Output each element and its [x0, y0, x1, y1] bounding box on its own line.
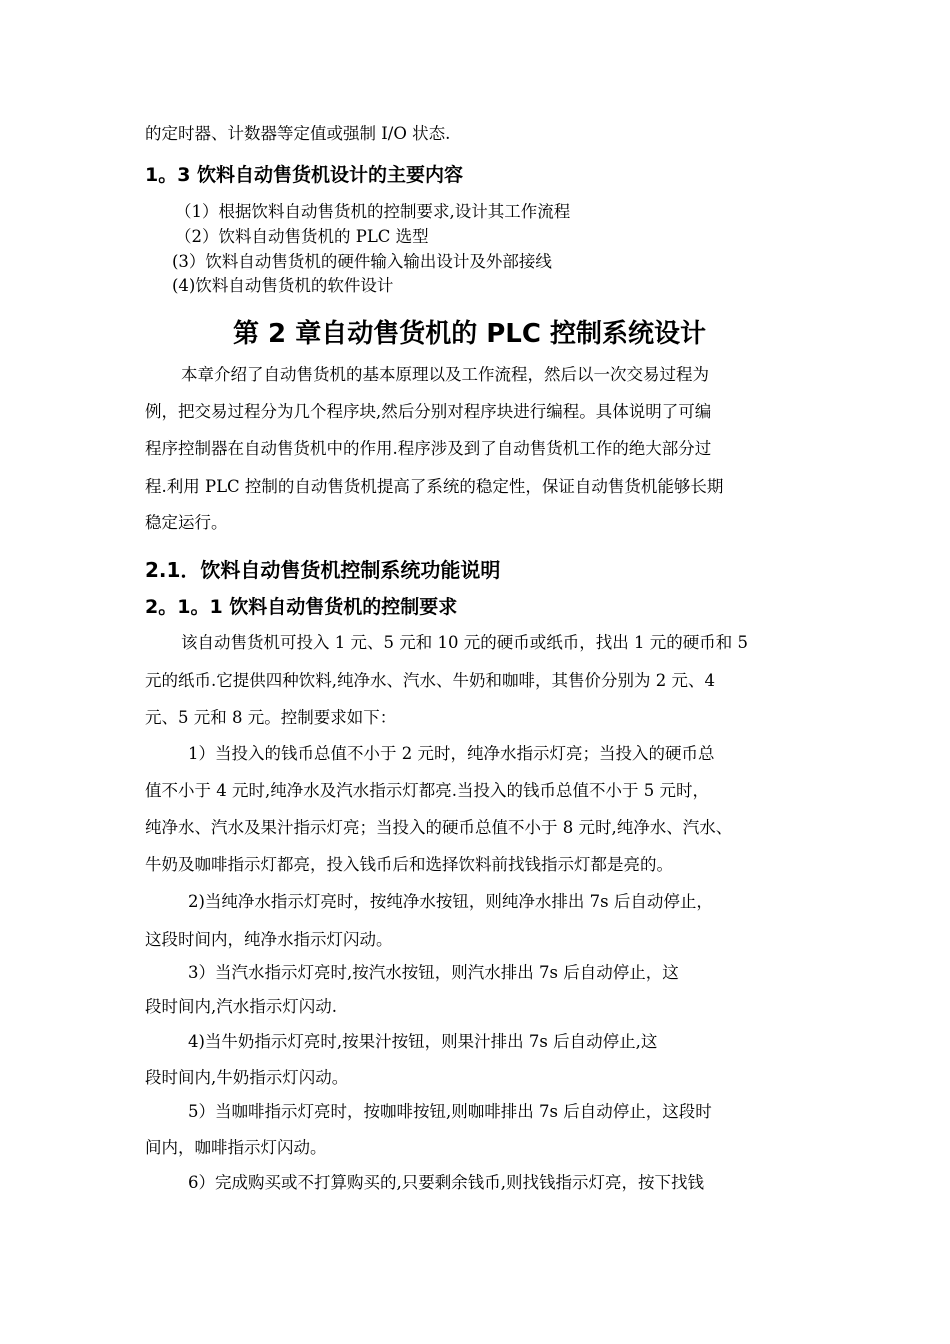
section-2-1-heading: 2.1．饮料自动售货机控制系统功能说明: [145, 558, 501, 582]
chapter-intro-line: 例，把交易过程分为几个程序块,然后分别对程序块进行编程。具体说明了可编: [145, 402, 712, 421]
requirement-1-line: 1）当投入的钱币总值不小于 2 元时，纯净水指示灯亮；当投入的硬币总: [188, 744, 715, 763]
requirement-2-line: 2)当纯净水指示灯亮时，按纯净水按钮，则纯净水排出 7s 后自动停止，: [188, 892, 713, 911]
requirements-intro-line: 该自动售货机可投入 1 元、5 元和 10 元的硬币或纸币，找出 1 元的硬币和 5: [181, 633, 748, 652]
list-item: （1）根据饮料自动售货机的控制要求,设计其工作流程: [175, 202, 571, 221]
requirement-1-line: 牛奶及咖啡指示灯都亮，投入钱币后和选择饮料前找钱指示灯都是亮的。: [145, 855, 673, 874]
list-item: （2）饮料自动售货机的 PLC 选型: [175, 227, 429, 246]
section-2-1-1-heading: 2。1。1 饮料自动售货机的控制要求: [145, 596, 458, 618]
requirement-3-line: 段时间内,汽水指示灯闪动.: [145, 997, 337, 1016]
chapter-intro-line: 稳定运行。: [145, 513, 228, 532]
requirements-intro-line: 元的纸币.它提供四种饮料,纯净水、汽水、牛奶和咖啡，其售价分别为 2 元、4: [145, 671, 715, 690]
requirement-4-line: 4)当牛奶指示灯亮时,按果汁按钮，则果汁排出 7s 后自动停止,这: [188, 1032, 658, 1051]
requirement-6-line: 6）完成购买或不打算购买的,只要剩余钱币,则找钱指示灯亮，按下找钱: [188, 1173, 704, 1192]
chapter-intro-line: 程.利用 PLC 控制的自动售货机提高了系统的稳定性，保证自动售货机能够长期: [145, 477, 724, 496]
chapter-intro-line: 程序控制器在自动售货机中的作用.程序涉及到了自动售货机工作的绝大部分过: [145, 439, 712, 458]
list-item: (3）饮料自动售货机的硬件输入输出设计及外部接线: [172, 252, 552, 271]
chapter-2-title: 第 2 章自动售货机的 PLC 控制系统设计: [233, 319, 707, 349]
requirement-1-line: 值不小于 4 元时,纯净水及汽水指示灯都亮.当投入的钱币总值不小于 5 元时，: [145, 781, 709, 800]
requirement-2-line: 这段时间内，纯净水指示灯闪动。: [145, 930, 393, 949]
requirement-3-line: 3）当汽水指示灯亮时,按汽水按钮，则汽水排出 7s 后自动停止，这: [188, 963, 679, 982]
section-1-3-heading: 1。3 饮料自动售货机设计的主要内容: [145, 164, 464, 186]
list-item: (4)饮料自动售货机的软件设计: [172, 276, 394, 295]
requirement-5-line: 5）当咖啡指示灯亮时，按咖啡按钮,则咖啡排出 7s 后自动停止，这段时: [188, 1102, 712, 1121]
requirement-1-line: 纯净水、汽水及果汁指示灯亮；当投入的硬币总值不小于 8 元时,纯净水、汽水、: [145, 818, 733, 837]
requirements-intro-line: 元、5 元和 8 元。控制要求如下：: [145, 708, 397, 727]
requirement-4-line: 段时间内,牛奶指示灯闪动。: [145, 1068, 349, 1087]
top-fragment-text: 的定时器、计数器等定值或强制 I/O 状态.: [145, 124, 451, 143]
chapter-intro-line: 本章介绍了自动售货机的基本原理以及工作流程，然后以一次交易过程为: [181, 365, 709, 384]
requirement-5-line: 间内，咖啡指示灯闪动。: [145, 1138, 327, 1157]
